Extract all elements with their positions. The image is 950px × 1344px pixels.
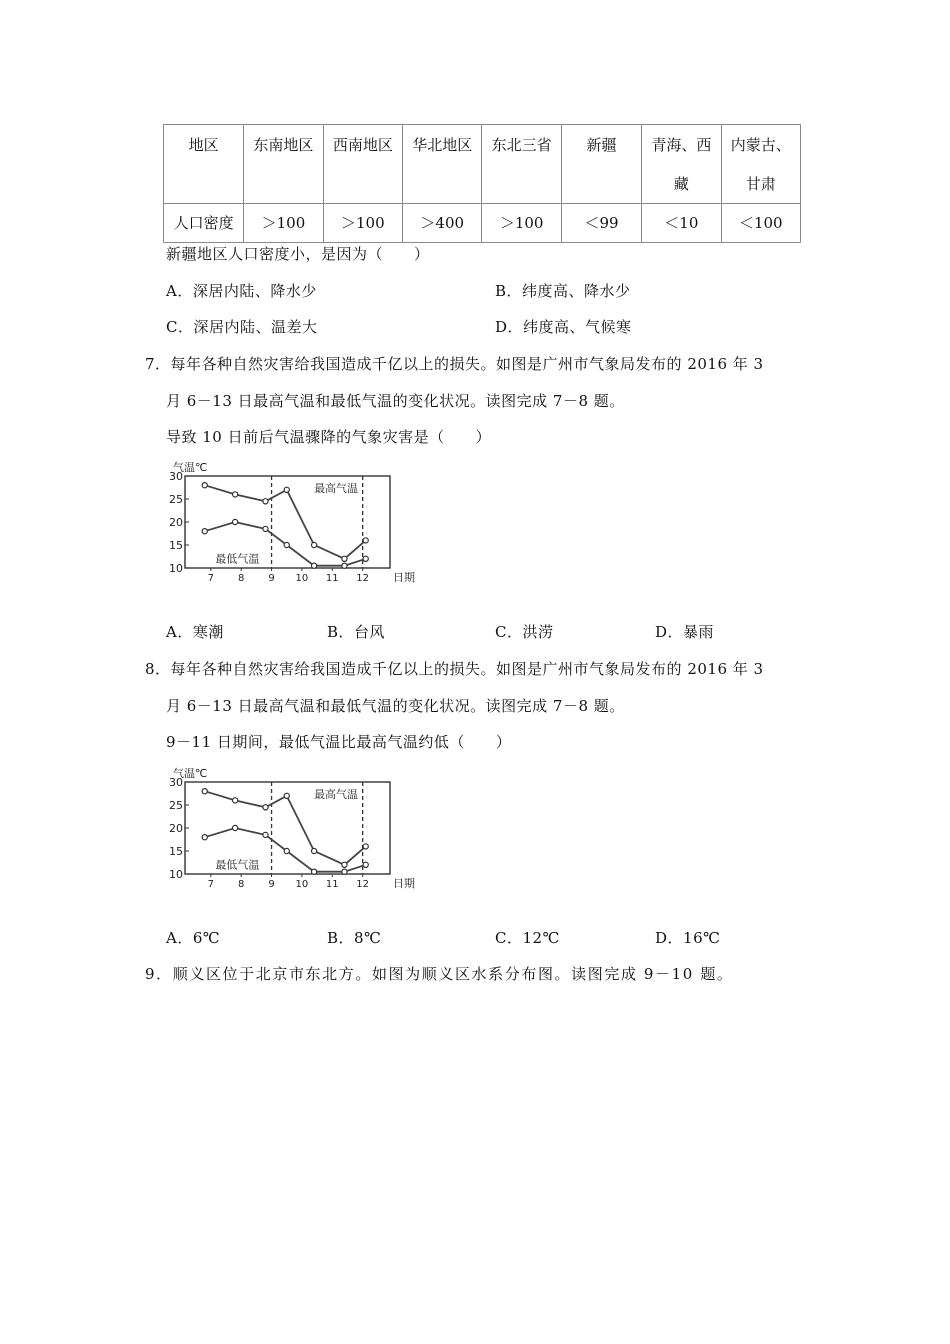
y-tick-label: 20 <box>169 516 183 529</box>
x-tick-label: 9 <box>268 573 275 584</box>
data-point <box>311 563 316 568</box>
data-point <box>284 848 289 853</box>
data-point <box>263 526 268 531</box>
data-point <box>363 862 368 867</box>
data-point <box>263 805 268 810</box>
data-point <box>363 538 368 543</box>
table-cell: ＜10 <box>642 204 721 243</box>
table-cell: ＜99 <box>561 204 641 243</box>
series-label-max: 最高气温 <box>314 482 359 496</box>
data-point <box>342 862 347 867</box>
data-point <box>202 835 207 840</box>
table-cell: ＞400 <box>403 204 482 243</box>
x-axis-label: 日期 <box>393 877 415 890</box>
x-tick-label: 12 <box>356 573 370 584</box>
y-tick-label: 20 <box>169 822 183 835</box>
data-point <box>284 793 289 798</box>
q8-option-c[interactable]: C．12℃ <box>495 929 560 947</box>
q8-option-a[interactable]: A．6℃ <box>166 929 221 947</box>
q9-intro: 9．顺义区位于北京市东北方。如图为顺义区水系分布图。读图完成 9－10 题。 <box>145 965 734 983</box>
x-tick-label: 8 <box>237 573 245 584</box>
temperature-chart-q8 <box>165 764 415 896</box>
series-label-min: 最低气温 <box>215 552 260 566</box>
data-point <box>202 529 207 534</box>
data-point <box>363 556 368 561</box>
table-header-cell: 西南地区 <box>323 125 402 204</box>
y-tick-label: 15 <box>169 539 183 552</box>
x-tick-label: 11 <box>325 879 339 890</box>
x-tick-label: 11 <box>325 573 339 584</box>
q8-option-d[interactable]: D．16℃ <box>655 929 721 947</box>
q7-intro-line1: 7．每年各种自然灾害给我国造成千亿以上的损失。如图是广州市气象局发布的 2016 年 3 <box>145 355 764 373</box>
data-point <box>284 487 289 492</box>
q6-option-b[interactable]: B．纬度高、降水少 <box>495 282 631 300</box>
data-point <box>233 825 238 830</box>
temperature-chart-q7 <box>165 458 415 590</box>
q8-stem: 9－11 日期间，最低气温比最高气温约低（ ） <box>166 733 512 751</box>
q7-option-d[interactable]: D．暴雨 <box>655 623 715 641</box>
q8-option-b[interactable]: B．8℃ <box>327 929 382 947</box>
table-cell: ＜100 <box>721 204 800 243</box>
x-tick-label: 7 <box>207 879 215 890</box>
data-point <box>342 869 347 874</box>
y-tick-label: 25 <box>169 799 183 812</box>
q8-intro-line1: 8．每年各种自然灾害给我国造成千亿以上的损失。如图是广州市气象局发布的 2016 年 3 <box>145 660 764 678</box>
q7-option-a[interactable]: A．寒潮 <box>166 623 224 641</box>
data-point <box>311 869 316 874</box>
x-tick-label: 12 <box>356 879 370 890</box>
x-tick-label: 9 <box>268 879 275 890</box>
table-cell: ＞100 <box>482 204 561 243</box>
q7-stem: 导致 10 日前后气温骤降的气象灾害是（ ） <box>166 428 492 446</box>
data-point <box>233 492 238 497</box>
y-tick-label: 10 <box>169 868 183 881</box>
q7-option-b[interactable]: B．台风 <box>327 623 386 641</box>
table-header-cell: 东南地区 <box>244 125 323 204</box>
y-tick-label: 15 <box>169 845 183 858</box>
table-row <box>164 204 801 243</box>
x-tick-label: 7 <box>207 573 215 584</box>
y-tick-label: 10 <box>169 562 183 575</box>
table-header-cell: 青海、西 藏 <box>642 125 721 204</box>
x-axis-label: 日期 <box>393 571 415 584</box>
population-density-table <box>163 124 801 243</box>
table-row-label: 人口密度 <box>164 204 244 243</box>
data-point <box>311 542 316 547</box>
y-axis-label: 气温℃ <box>173 461 208 474</box>
y-tick-label: 30 <box>169 470 183 483</box>
table-header-cell: 新疆 <box>561 125 641 204</box>
table-header-cell: 地区 <box>164 125 244 204</box>
table-header-row <box>164 125 801 204</box>
y-axis-label: 气温℃ <box>173 767 208 780</box>
data-point <box>342 563 347 568</box>
data-point <box>202 789 207 794</box>
q7-intro-line2: 月 6－13 日最高气温和最低气温的变化状况。读图完成 7－8 题。 <box>166 392 625 410</box>
x-tick-label: 10 <box>295 573 309 584</box>
table-header-cell: 华北地区 <box>403 125 482 204</box>
data-point <box>284 542 289 547</box>
q6-stem: 新疆地区人口密度小，是因为（ ） <box>166 245 430 263</box>
q8-intro-line2: 月 6－13 日最高气温和最低气温的变化状况。读图完成 7－8 题。 <box>166 697 625 715</box>
data-point <box>263 499 268 504</box>
table-header-cell: 内蒙古、 甘肃 <box>721 125 800 204</box>
q6-option-d[interactable]: D．纬度高、气候寒 <box>495 318 632 336</box>
series-label-min: 最低气温 <box>215 858 260 872</box>
q7-option-c[interactable]: C．洪涝 <box>495 623 554 641</box>
data-point <box>363 844 368 849</box>
x-tick-label: 10 <box>295 879 309 890</box>
table-cell: ＞100 <box>323 204 402 243</box>
y-tick-label: 25 <box>169 493 183 506</box>
y-tick-label: 30 <box>169 776 183 789</box>
data-point <box>233 519 238 524</box>
x-tick-label: 8 <box>237 879 245 890</box>
series-label-max: 最高气温 <box>314 788 359 802</box>
data-point <box>233 798 238 803</box>
data-point <box>202 483 207 488</box>
table-header-cell: 东北三省 <box>482 125 561 204</box>
q6-option-a[interactable]: A．深居内陆、降水少 <box>166 282 317 300</box>
table-cell: ＞100 <box>244 204 323 243</box>
data-point <box>311 848 316 853</box>
data-point <box>263 832 268 837</box>
data-point <box>342 556 347 561</box>
q6-option-c[interactable]: C．深居内陆、温差大 <box>166 318 318 336</box>
